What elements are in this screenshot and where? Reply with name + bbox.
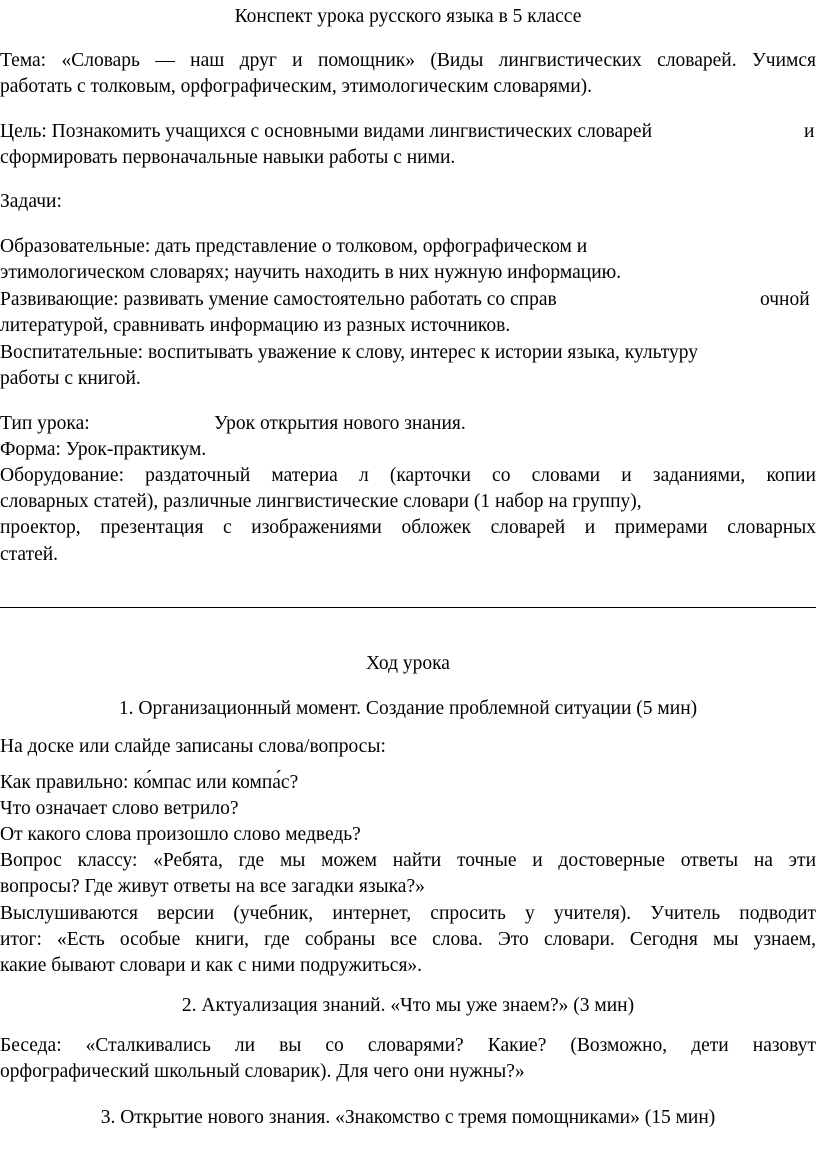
- section-divider: [0, 607, 816, 608]
- equipment-line-2: словарных статей), различные лингвистические словари (1 набор на группу),: [0, 491, 642, 512]
- topic-line-1: Тема: «Словарь — наш друг и помощник» (Виды лингвистических словарей. Учимся: [0, 50, 816, 71]
- lesson-type: [0, 411, 816, 437]
- class-question-line-1: Вопрос классу: «Ребята, где мы можем найти точные и достоверные ответы на эти: [0, 850, 816, 871]
- goal-line-1: [0, 119, 816, 145]
- task-educational-line-2: этимологическом словарях; научить находить в них нужную информацию.: [0, 262, 622, 283]
- versions-line-2: итог: «Есть особые книги, где собраны все слова. Это словари. Сегодня мы узнаем,: [0, 929, 816, 950]
- question-vetrilo: Что означает слово ветрило?: [0, 798, 239, 819]
- lesson-form: Форма: Урок-практикум.: [0, 439, 207, 460]
- versions-line-1: Выслушиваются версии (учебник, интернет, спросить у учителя). Учитель подводит: [0, 903, 816, 924]
- task-developing-line-1: [0, 287, 816, 313]
- task-upbringing-line-1: Воспитательные: воспитывать уважение к слову, интерес к истории языка, культуру: [0, 342, 699, 363]
- task-developing-text: Развивающие: развивать умение самостоятельно работать со справ: [0, 289, 557, 310]
- question-medved: От какого слова произошло слово медведь?: [0, 824, 361, 845]
- equipment-line-3: проектор, презентация с изображениями обложек словарей и примерами словарных: [0, 517, 816, 538]
- goal-line-2: сформировать первоначальные навыки работы с ними.: [0, 147, 456, 168]
- section-1-heading: 1. Организационный момент. Создание проблемной ситуации (5 мин): [118, 698, 698, 719]
- topic-line-2: работать с толковым, орфографическим, этимологическим словарями).: [0, 76, 593, 97]
- lesson-type-label: Тип урока:: [0, 413, 90, 434]
- talk-line-2: орфографический школьный словарик). Для чего они нужны?»: [0, 1061, 525, 1082]
- document-title: Конспект урока русского языка в 5 классе: [234, 6, 582, 27]
- course-heading: Ход урока: [366, 653, 450, 674]
- class-question-line-2: вопросы? Где живут ответы на все загадки языка?»: [0, 876, 425, 897]
- tasks-heading: Задачи:: [0, 191, 62, 212]
- talk-line-1: Беседа: «Сталкивались ли вы со словарями? Какие? (Возможно, дети назовут: [0, 1035, 816, 1056]
- equipment-line-1: Оборудование: раздаточный материа л (карточки со словами и заданиями, копии: [0, 465, 816, 486]
- versions-line-3: какие бывают словари и как с ними подружиться».: [0, 955, 423, 976]
- goal-line-1-text: Цель: Познакомить учащихся с основными видами лингвистических словарей: [0, 121, 653, 142]
- section-3-heading: 3. Открытие нового знания. «Знакомство с тремя помощниками» (15 мин): [100, 1107, 716, 1128]
- task-educational-line-1: Образовательные: дать представление о толковом, орфографическом и: [0, 236, 588, 257]
- section-2-heading: 2. Актуализация знаний. «Что мы уже знаем?» (3 мин): [181, 995, 635, 1016]
- equipment-line-4: статей.: [0, 544, 59, 565]
- lesson-type-value: Урок открытия нового знания.: [214, 413, 466, 434]
- goal-line-1-tail: и: [804, 121, 815, 142]
- question-compass: Как правильно: ко́мпас или компа́с?: [0, 772, 299, 793]
- task-upbringing-line-2: работы с книгой.: [0, 368, 141, 389]
- task-developing-line-2: литературой, сравнивать информацию из разных источников.: [0, 315, 511, 336]
- task-developing-tail: очной: [760, 289, 810, 310]
- section-1-intro: На доске или слайде записаны слова/вопросы:: [0, 736, 386, 757]
